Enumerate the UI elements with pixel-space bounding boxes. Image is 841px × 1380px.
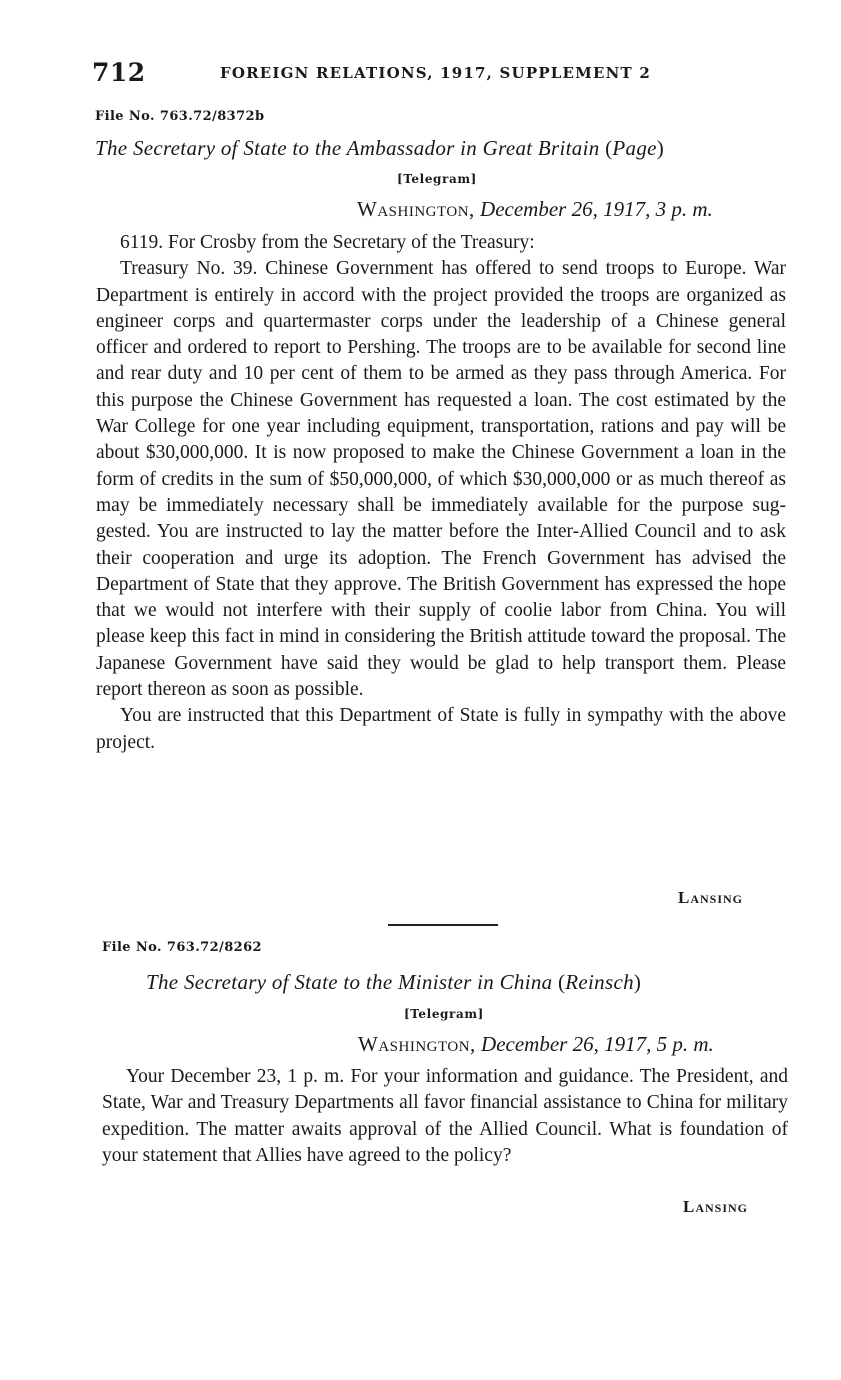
file-number-label: File No. — [95, 109, 155, 124]
file-number-2 — [102, 940, 262, 955]
page-number: 712 — [92, 58, 146, 87]
document-heading-1 — [95, 136, 664, 161]
document-body-2 — [102, 1064, 788, 1169]
file-number-value: 763.72/8372b — [159, 109, 265, 124]
heading-recipient: (Page) — [605, 136, 665, 160]
paragraph: 6119. For Crosby from the Secretary of the Treasury: — [120, 232, 535, 253]
running-title: FOREIGN RELATIONS, 1917, SUPPLEMENT 2 — [220, 64, 651, 82]
telegram-label-2: [Telegram] — [404, 1007, 484, 1021]
heading-recipient: (Reinsch) — [558, 970, 642, 994]
paragraph: Treasury No. 39. Chinese Government has offered to send troops to Europe. War Department is entirely in accord with the project provided the troops are organized as engineer corps and quartermaster corps under the leadership of a Chinese general officer and ordered to report to Pershing. The troops are to be available for second line and rear duty and 10 per cent of them to be armed as they pass through America. For this purpose the Chinese Government has requested a loan. The cost estimated by the War College for one year including equipment, transportation, rations and pay will be about $30,000,000. It is now proposed to make the Chinese Government a loan in the form of credits in the sum of $50,000,000, of which $30,000,000 or as much thereof as may be immediately necessary shall be immediately available for the purpose suggested. You are instructed to lay the matter before the Inter-Allied Council and to ask their cooperation and urge its adoption. The French Government has advised the Department of State that they approve. The British Government has expressed the hope that we would not interfere with their supply of coolie labor from China. You will please keep this fact in mind in considering the British attitude toward the proposal. The Japanese Government have said they would be glad to help transport them. Please report thereon as soon as possible. — [96, 258, 786, 701]
signature-2: Lansing — [683, 1197, 749, 1216]
heading-title: The Secretary of State to the Minister in China — [146, 970, 553, 994]
dateline-place: Washington, — [357, 197, 475, 221]
paragraph: Your December 23, 1 p. m. For your information and guidance. The President, and State, War and Treasury Departments all favor financial assistance to China for military expedition. The matter awaits approval of the Allied Council. What is foundation of your statement that Allies have agreed to the policy? — [102, 1066, 788, 1166]
dateline-date: December 26, 1917, 5 p. m. — [481, 1032, 714, 1056]
paragraph: You are instructed that this Department of State is fully in sympathy with the above project. — [96, 705, 786, 753]
dateline-date: December 26, 1917, 3 p. m. — [480, 197, 713, 221]
running-head — [92, 58, 772, 92]
document-body-1 — [96, 230, 786, 756]
document-heading-2 — [146, 970, 641, 995]
signature-1: Lansing — [678, 888, 744, 907]
file-number-1 — [95, 109, 264, 124]
dateline-1 — [357, 197, 713, 222]
telegram-label-1: [Telegram] — [397, 172, 477, 186]
dateline-2 — [358, 1032, 714, 1057]
dateline-place: Washington, — [358, 1032, 476, 1056]
section-divider — [388, 924, 498, 926]
heading-title: The Secretary of State to the Ambassador in Great Britain — [95, 136, 600, 160]
file-number-value: 763.72/8262 — [166, 940, 262, 955]
file-number-label: File No. — [102, 940, 162, 955]
